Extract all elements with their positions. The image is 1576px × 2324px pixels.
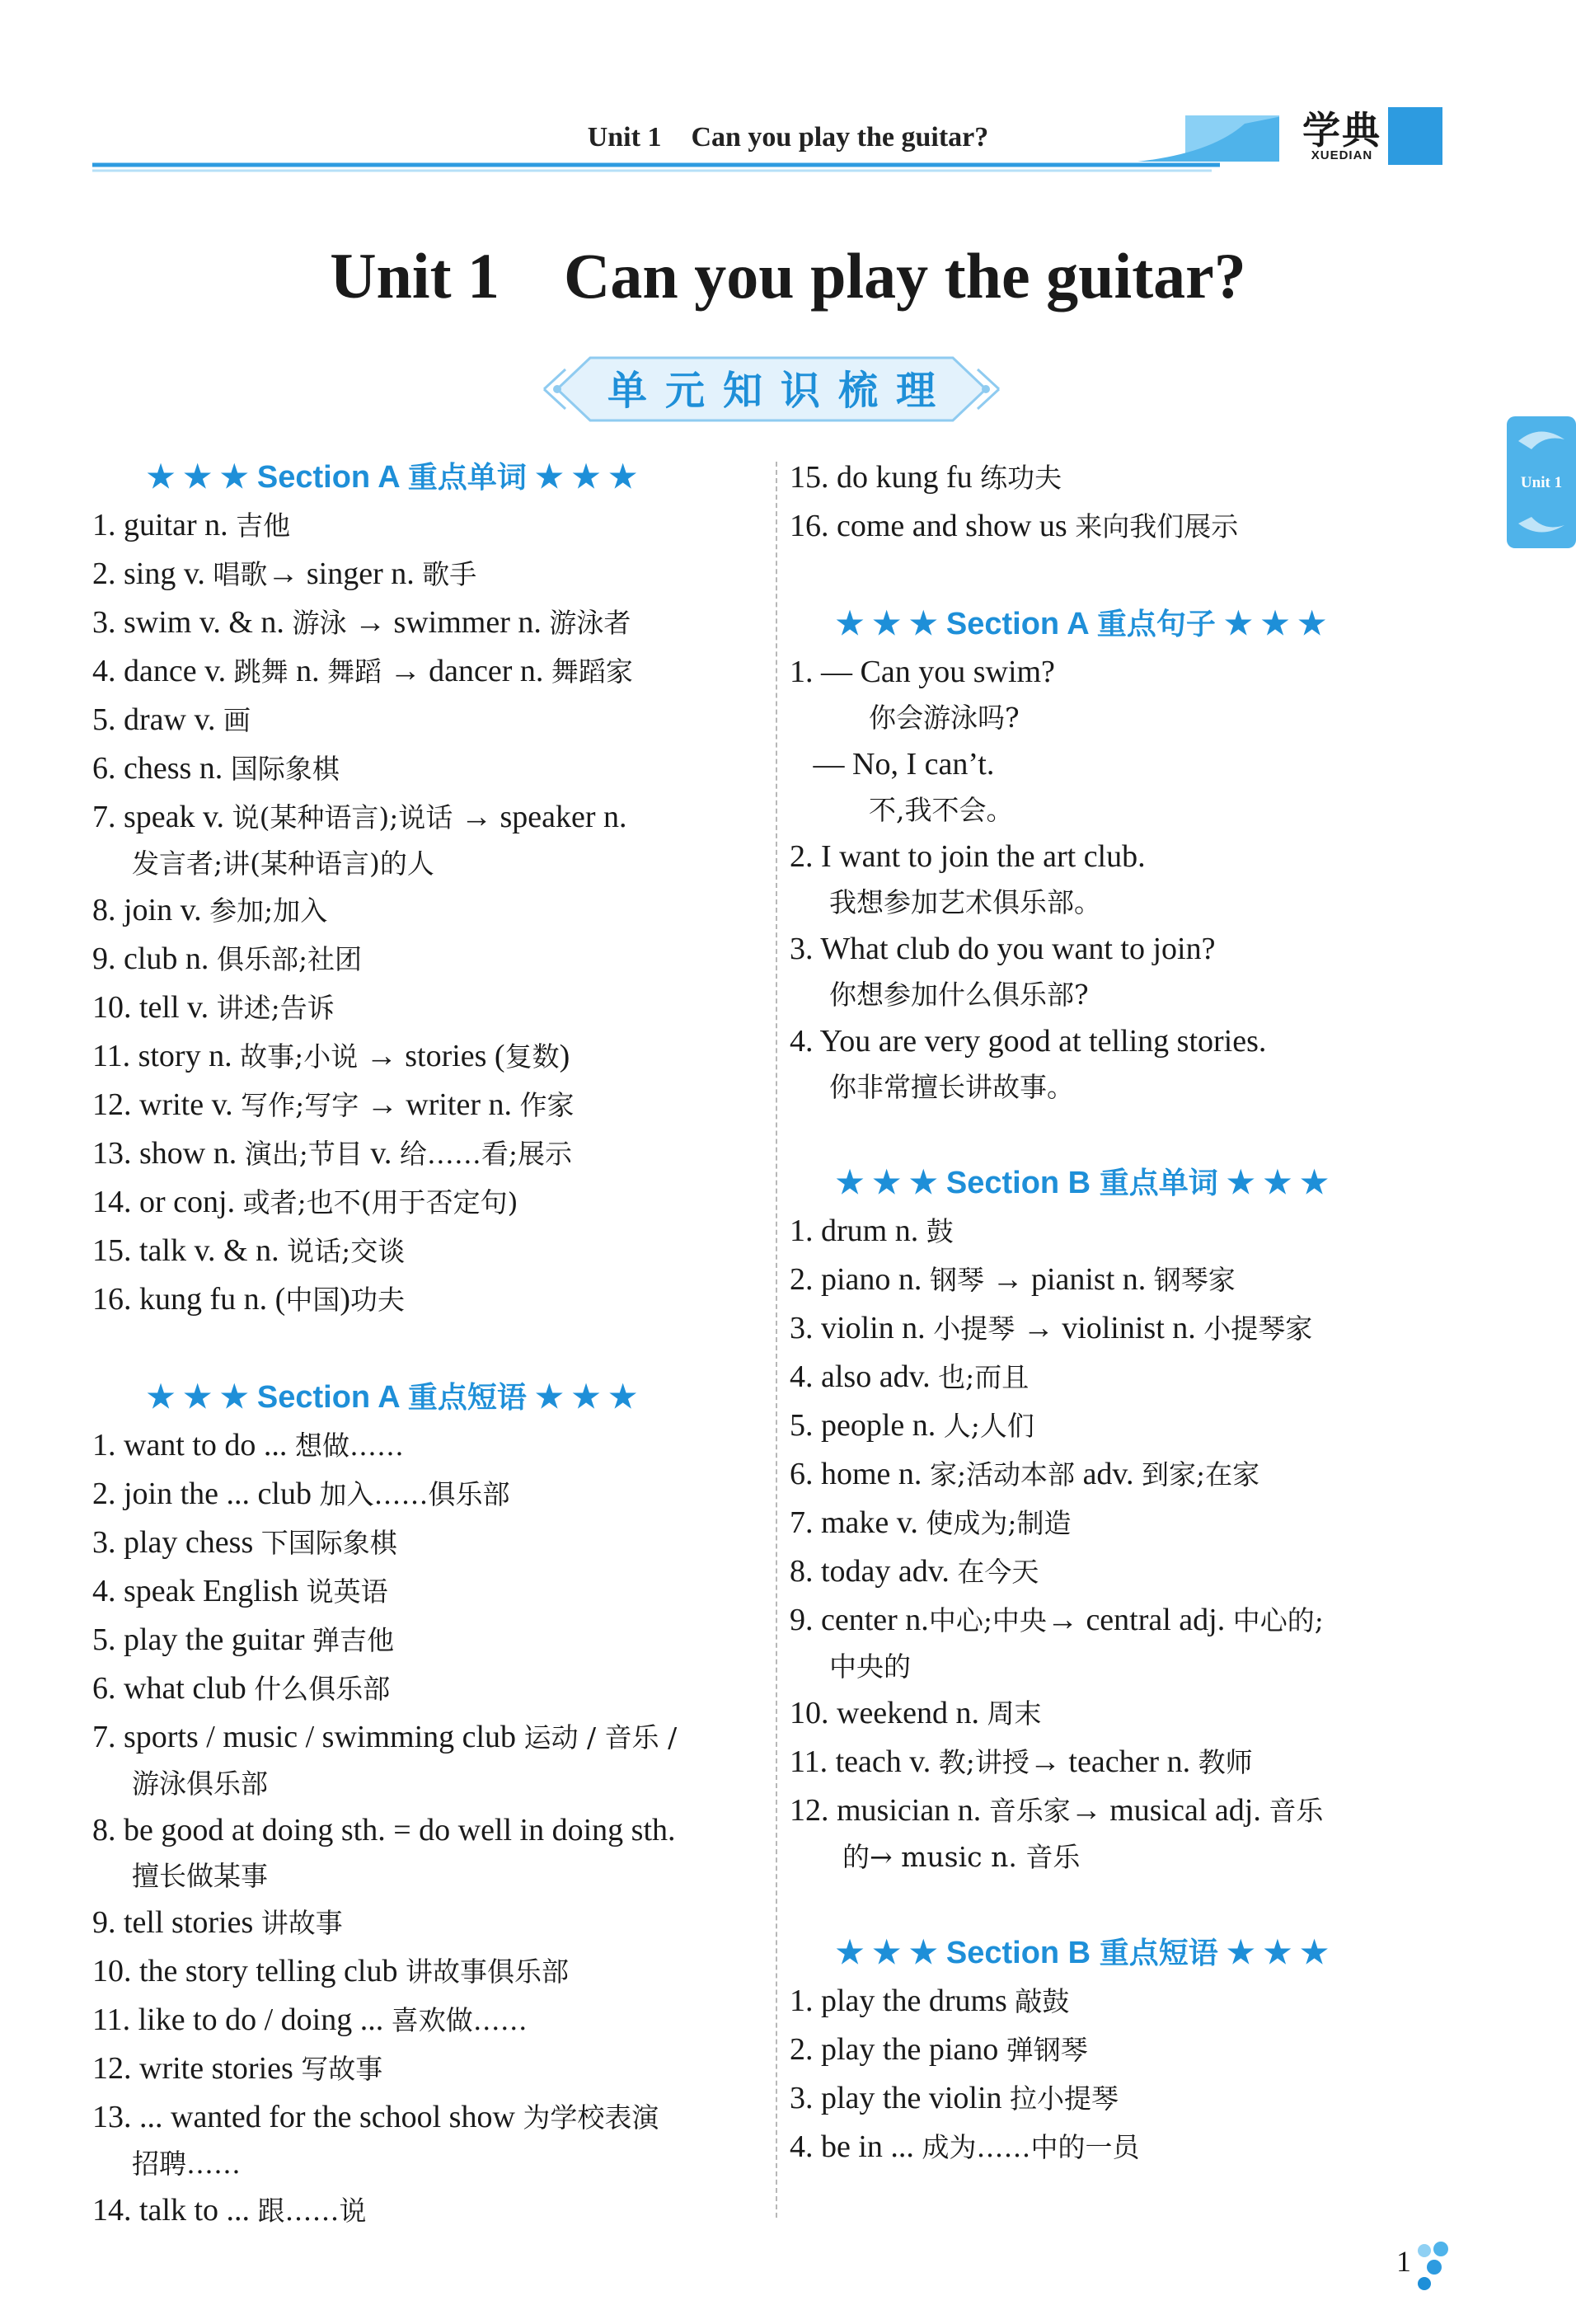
list-item (92, 1421, 776, 1470)
list-item (790, 1353, 1474, 1401)
item-en: 12. write v. (92, 1087, 242, 1122)
item-en: 4. be in ... (790, 2129, 922, 2164)
heading-suffix: ★ ★ ★ (526, 1380, 637, 1415)
list-item (92, 935, 776, 984)
list-item (92, 886, 776, 935)
list-item (92, 1519, 776, 1567)
list-item (790, 1450, 1474, 1499)
item-en: ) (559, 1039, 570, 1073)
heading-prefix: ★ ★ ★ Section A (147, 460, 408, 495)
item-cn: 音乐家 (988, 1795, 1071, 1827)
item-en: 13. ... wanted for the school show (92, 2100, 523, 2134)
sentence-translation: 不,我不会。 (869, 794, 1014, 826)
item-cn: 复数 (504, 1040, 560, 1073)
brand-logo-en: XUEDIAN (1311, 148, 1373, 162)
item-cn: 中心的; (1232, 1604, 1324, 1636)
brand-logo-cn: 学典 (1302, 108, 1381, 153)
item-en: n. (288, 654, 328, 688)
item-en: 8. today adv. (790, 1554, 958, 1589)
item-en: 14. or conj. (92, 1185, 243, 1219)
list-item (790, 1689, 1474, 1738)
heading-suffix: ★ ★ ★ (1215, 607, 1326, 641)
item-en: 5. play the guitar (92, 1622, 312, 1657)
item-cn: 跟……说 (257, 2195, 367, 2227)
item-cn: 到家;在家 (1141, 1458, 1260, 1491)
heading-prefix: ★ ★ ★ Section A (836, 607, 1097, 641)
item-cn: 跳舞 (233, 655, 288, 688)
list-item (790, 1547, 1474, 1596)
heading-cn: 重点短语 (407, 1381, 527, 1415)
list-item (92, 501, 776, 550)
item-en: 1. play the drums (790, 1984, 1015, 2018)
section-b-words-heading (790, 1159, 1474, 1207)
item-cn: 教师 (1198, 1746, 1253, 1778)
item-continuation: 招聘…… (132, 2148, 241, 2180)
item-cn: 说(某种语言);说话 (232, 801, 453, 833)
item-en: 8. be good at doing sth. = do well in doing sth. (92, 1813, 676, 1847)
item-cn: 拉小提琴 (1010, 2082, 1119, 2115)
list-item (92, 744, 776, 793)
list-item (92, 1032, 776, 1081)
item-en: 13. show n. (92, 1136, 245, 1171)
list-item (92, 1275, 776, 1324)
list-item (92, 1567, 776, 1616)
item-cn: 想做…… (294, 1430, 404, 1462)
list-item (92, 550, 776, 599)
item-en: 15. talk v. & n. (92, 1233, 288, 1268)
item-en: adv. (1075, 1457, 1142, 1491)
item-continuation: 中央的 (829, 1650, 911, 1683)
item-cn: 教;讲授 (938, 1746, 1030, 1778)
right-column (790, 453, 1474, 2171)
item-cn: 舞蹈家 (551, 655, 633, 688)
item-en: 1. want to do ... (92, 1428, 295, 1462)
banner-title: 单元知识梳理 (607, 368, 954, 414)
item-en: 7. make v. (790, 1505, 926, 1540)
item-cn: 中心;中央 (928, 1604, 1047, 1636)
list-item (790, 1256, 1474, 1304)
list-item (790, 2123, 1474, 2171)
item-en: 3. violin n. (790, 1311, 934, 1345)
item-en: 6. home n. (790, 1457, 930, 1491)
list-item (92, 696, 776, 744)
item-cn: 钢琴家 (1153, 1264, 1236, 1296)
item-cn: 练功夫 (980, 462, 1062, 494)
list-item (92, 1178, 776, 1227)
page-dots-decoration (1414, 2239, 1456, 2297)
item-en: 10. the story telling club (92, 1954, 406, 1988)
item-cn: 喜欢做…… (391, 2004, 528, 2036)
item-cn: 给……看;展示 (399, 1138, 573, 1170)
item-en: 16. kung fu n. ( (92, 1282, 286, 1317)
page-title: Unit 1 Can you play the guitar? (330, 240, 1246, 312)
item-en: 3. swim v. & n. (92, 605, 293, 640)
item-en: → singer n. (267, 556, 423, 591)
item-en: 10. tell v. (92, 990, 217, 1025)
item-cn: 弹钢琴 (1006, 2034, 1088, 2066)
item-cn: 什么俱乐部 (254, 1673, 391, 1705)
heading-suffix: ★ ★ ★ (1217, 1166, 1329, 1200)
item-en: 15. do kung fu (790, 460, 981, 495)
item-en: 16. come and show us (790, 509, 1076, 543)
item-cn: 说话;交谈 (287, 1235, 406, 1267)
section-a-phrases-heading (92, 1373, 776, 1421)
item-en: 3. play chess (92, 1525, 261, 1560)
item-en: 1. drum n. (790, 1214, 926, 1248)
list-item (790, 1499, 1474, 1547)
list-item (92, 1664, 776, 1713)
item-en: 2. join the ... club (92, 1477, 320, 1511)
item-en: 6. chess n. (92, 751, 231, 786)
side-tab-label: Unit 1 (1520, 474, 1563, 491)
item-cn: 唱歌 (213, 558, 268, 590)
sentence-translation: 你会游泳吗? (869, 702, 1020, 734)
list-item (92, 1616, 776, 1664)
list-item (790, 2074, 1474, 2123)
list-item (790, 1738, 1474, 1786)
sentence-translation: 你非常擅长讲故事。 (829, 1071, 1074, 1103)
sentence-line: 3. What club do you want to join? (790, 932, 1216, 966)
item-cn: 参加;加入 (209, 894, 328, 927)
section-a-sentences-heading (790, 600, 1474, 648)
list-item (790, 1786, 1474, 1835)
item-en: 9. tell stories (92, 1905, 261, 1940)
item-cn: 音乐 (1269, 1795, 1324, 1827)
item-en: → stories ( (358, 1039, 505, 1073)
item-en: 9. club n. (92, 941, 217, 976)
list-item (92, 1947, 776, 1996)
item-en: → swimmer n. (346, 605, 550, 640)
item-en: 1. guitar n. (92, 508, 237, 542)
item-cn: 说英语 (306, 1575, 388, 1608)
item-cn: 俱乐部;社团 (216, 943, 363, 975)
item-cn: 家;活动本部 (929, 1458, 1076, 1491)
item-cn: 中国 (285, 1284, 340, 1316)
item-cn: 故事;小说 (240, 1040, 359, 1073)
item-cn: 人;人们 (943, 1410, 1034, 1442)
item-en: 6. what club (92, 1671, 255, 1706)
item-cn: 演出;节目 (244, 1138, 363, 1170)
list-item (790, 1304, 1474, 1353)
item-cn: 写作;写字 (241, 1089, 359, 1121)
list-item (92, 2186, 776, 2235)
left-column (92, 453, 776, 2235)
item-continuation: 擅长做某事 (132, 1860, 268, 1892)
item-en: 5. draw v. (92, 702, 223, 737)
heading-prefix: ★ ★ ★ Section B (836, 1936, 1100, 1970)
list-item (790, 1596, 1474, 1645)
item-en: → musical adj. (1070, 1793, 1269, 1828)
item-cn: 讲故事 (260, 1907, 343, 1939)
item-cn: 运动 / 音乐 / (523, 1721, 678, 1754)
item-cn: 加入……俱乐部 (319, 1478, 510, 1510)
item-cn: 弹吉他 (312, 1624, 394, 1656)
item-en: ) (340, 1282, 350, 1317)
item-en: → pianist n. (983, 1262, 1154, 1297)
list-item (92, 1806, 776, 1854)
item-en: 3. play the violin (790, 2081, 1011, 2115)
item-cn: 周末 (987, 1697, 1042, 1730)
item-en: 11. teach v. (790, 1744, 939, 1779)
list-item (92, 793, 776, 842)
item-en: 2. play the piano (790, 2032, 1006, 2067)
item-en: 12. musician n. (790, 1793, 989, 1828)
item-continuation: 发言者;讲(某种语言)的人 (132, 847, 434, 880)
item-cn: 小提琴家 (1203, 1312, 1313, 1345)
item-en: 4. dance v. (92, 654, 234, 688)
item-cn: 写故事 (301, 2053, 383, 2085)
sentence-line: 2. I want to join the art club. (790, 839, 1146, 874)
item-continuation: 的→ music n. 音乐 (842, 1841, 1081, 1873)
item-en: 8. join v. (92, 893, 210, 927)
section-b-phrases-heading (790, 1929, 1474, 1977)
sentence-line: 1. — Can you swim? (790, 655, 1055, 689)
item-en: → central adj. (1046, 1603, 1233, 1637)
sentence-line: 4. You are very good at telling stories. (790, 1024, 1267, 1059)
item-en: 11. like to do / doing ... (92, 2002, 392, 2037)
item-cn: 来向我们展示 (1075, 510, 1239, 542)
heading-cn: 重点短语 (1099, 1937, 1218, 1970)
item-cn: 画 (223, 704, 251, 736)
item-en: 11. story n. (92, 1039, 241, 1073)
item-cn: 小提琴 (933, 1312, 1015, 1345)
item-cn: 舞蹈 (327, 655, 382, 688)
list-item (92, 984, 776, 1032)
heading-suffix: ★ ★ ★ (1217, 1936, 1329, 1970)
item-cn: 下国际象棋 (260, 1527, 397, 1559)
sentence-line: — No, I can’t. (790, 747, 995, 782)
list-item (92, 1470, 776, 1519)
item-en: 2. piano n. (790, 1262, 930, 1297)
list-item (790, 502, 1474, 551)
page-number: 1 (1396, 2245, 1411, 2278)
item-en: 7. speak v. (92, 800, 232, 834)
section-a-words-heading (92, 453, 776, 501)
heading-cn: 重点单词 (407, 461, 527, 495)
item-cn: 功夫 (349, 1284, 405, 1316)
list-item (92, 1899, 776, 1947)
item-cn: 歌手 (422, 558, 477, 590)
item-en: 14. talk to ... (92, 2193, 258, 2228)
item-en: → writer n. (359, 1087, 520, 1122)
item-cn: 在今天 (957, 1556, 1039, 1588)
list-item (92, 2045, 776, 2093)
item-cn: 游泳 (292, 607, 347, 639)
item-cn: 钢琴 (929, 1264, 984, 1296)
heading-prefix: ★ ★ ★ Section A (147, 1380, 408, 1415)
list-item (790, 453, 1474, 502)
item-cn: 讲故事俱乐部 (405, 1955, 569, 1988)
item-en: v. (362, 1136, 400, 1171)
item-en: 4. speak English (92, 1574, 307, 1608)
sentence-translation: 我想参加艺术俱乐部。 (829, 886, 1101, 918)
heading-prefix: ★ ★ ★ Section B (836, 1166, 1100, 1200)
item-cn: 作家 (519, 1089, 575, 1121)
item-continuation: 游泳俱乐部 (132, 1768, 268, 1800)
list-item (92, 1081, 776, 1129)
item-en: 2. sing v. (92, 556, 213, 591)
item-cn: 国际象棋 (230, 753, 340, 785)
item-en: → dancer n. (382, 654, 551, 688)
item-cn: 讲述;告诉 (216, 992, 335, 1024)
item-cn: 使成为;制造 (926, 1507, 1072, 1539)
list-item (790, 1977, 1474, 2026)
item-en: 9. center n. (790, 1603, 929, 1637)
heading-cn: 重点单词 (1099, 1167, 1218, 1200)
list-item (92, 647, 776, 696)
item-cn: 鼓 (926, 1215, 954, 1247)
heading-suffix: ★ ★ ★ (526, 460, 637, 495)
item-cn: 吉他 (236, 509, 291, 542)
list-item (92, 1129, 776, 1178)
item-en: 5. people n. (790, 1408, 944, 1443)
item-cn: 游泳者 (549, 607, 631, 639)
item-en: → speaker n. (453, 800, 627, 834)
item-cn: 也;而且 (938, 1361, 1030, 1393)
list-item (92, 599, 776, 647)
item-cn: 成为……中的一员 (922, 2131, 1140, 2163)
list-item (92, 1227, 776, 1275)
list-item (790, 1207, 1474, 1256)
item-en: 7. sports / music / swimming club (92, 1720, 524, 1754)
list-item (790, 2026, 1474, 2074)
list-item (92, 1996, 776, 2045)
item-cn: 敲鼓 (1015, 1985, 1070, 2017)
heading-cn: 重点句子 (1096, 608, 1216, 641)
item-en: 4. also adv. (790, 1359, 939, 1394)
sentence-translation: 你想参加什么俱乐部? (829, 979, 1089, 1011)
header-question: Can you play the guitar? (691, 122, 989, 153)
list-item (790, 1401, 1474, 1450)
item-en: 12. write stories (92, 2051, 302, 2086)
list-item (92, 1713, 776, 1762)
item-cn: 为学校表演 (523, 2101, 659, 2134)
item-en: 10. weekend n. (790, 1696, 987, 1730)
item-en: → teacher n. (1029, 1744, 1198, 1779)
list-item (92, 2093, 776, 2142)
item-cn: 或者;也不(用于否定句) (242, 1186, 518, 1218)
item-en: → violinist n. (1015, 1311, 1204, 1345)
header-unit: Unit 1 (587, 122, 662, 153)
